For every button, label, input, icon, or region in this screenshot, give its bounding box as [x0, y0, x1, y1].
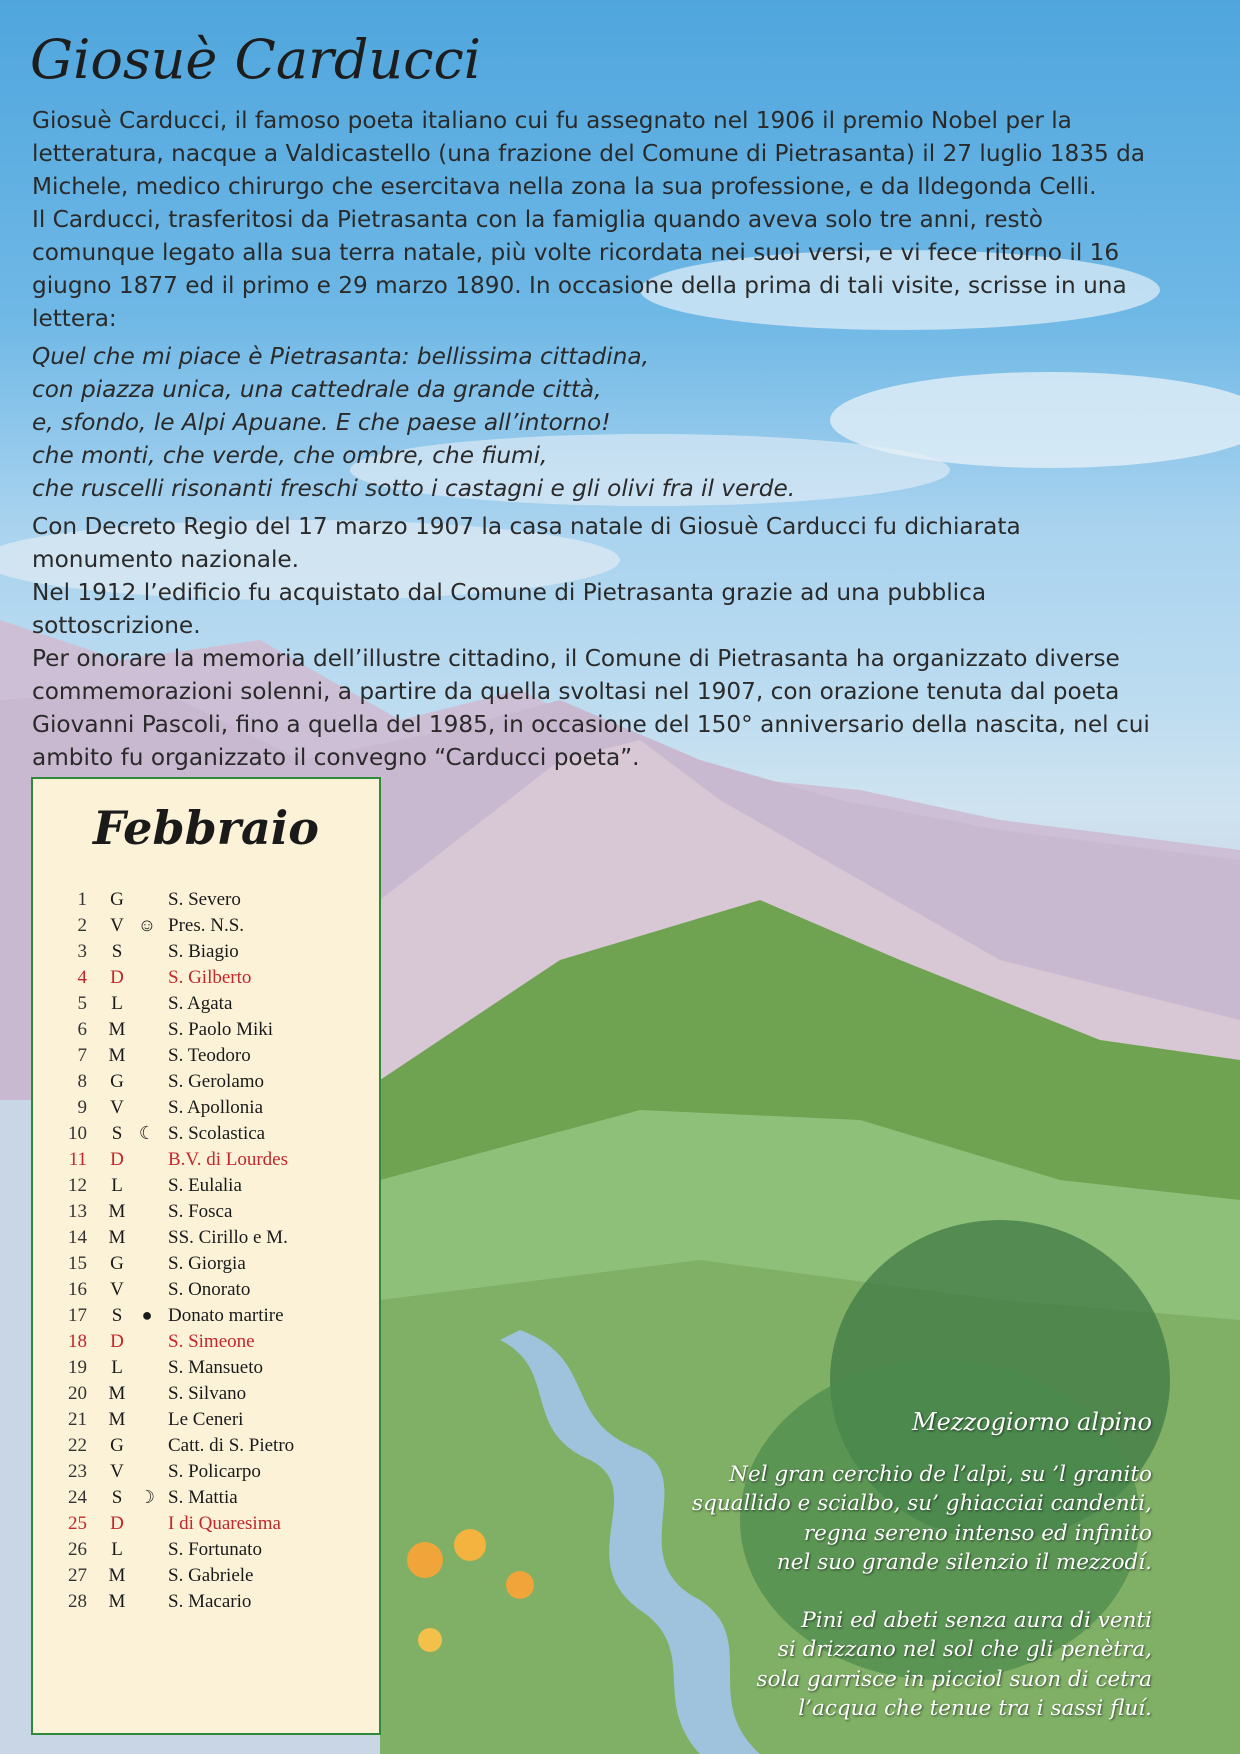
poem-line: nel suo grande silenzio il mezzodí. — [776, 1550, 1152, 1575]
poem-line: Pini ed abeti senza aura di venti — [801, 1607, 1152, 1633]
weekday-letter: M — [108, 1591, 126, 1612]
day-number: 7 — [77, 1045, 87, 1066]
calendar-day-row — [33, 1149, 379, 1175]
weekday-letter: G — [110, 1435, 124, 1456]
biography — [32, 104, 1152, 774]
calendar-month-title: Febbraio — [93, 801, 319, 855]
saint-name: I di Quaresima — [168, 1513, 281, 1534]
calendar-day-row — [33, 1383, 379, 1409]
quote-line: che ruscelli risonanti freschi sotto i castagni e gli olivi fra il verde. — [32, 475, 796, 502]
calendar-day-row — [33, 1045, 379, 1071]
poem-line: squallido e scialbo, su’ ghiacciai candenti, — [692, 1491, 1152, 1516]
day-number: 27 — [68, 1565, 87, 1586]
saint-name: S. Severo — [168, 889, 241, 910]
calendar-day-list — [33, 889, 379, 1617]
calendar-day-row — [33, 1513, 379, 1539]
calendar-day-row — [33, 1097, 379, 1123]
saint-name: S. Macario — [168, 1591, 252, 1612]
poem-title: Mezzogiorno alpino — [912, 1408, 1152, 1436]
weekday-letter: D — [110, 967, 124, 988]
day-number: 24 — [68, 1487, 87, 1508]
calendar-day-row — [33, 1565, 379, 1591]
saint-name: S. Giorgia — [168, 1253, 246, 1274]
weekday-letter: M — [108, 1383, 126, 1404]
day-number: 9 — [77, 1097, 87, 1118]
calendar-day-row — [33, 1227, 379, 1253]
letter-quote — [32, 340, 1152, 505]
day-number: 22 — [68, 1435, 87, 1456]
poem-line: regna sereno intenso ed infinito — [803, 1520, 1152, 1546]
weekday-letter: V — [110, 1279, 124, 1300]
day-number: 4 — [77, 967, 87, 988]
saint-name: S. Silvano — [168, 1383, 247, 1404]
weekday-letter: M — [108, 1227, 126, 1248]
day-number: 21 — [68, 1409, 87, 1430]
day-number: 13 — [68, 1201, 87, 1222]
calendar-day-row — [33, 1019, 379, 1045]
weekday-letter: L — [111, 1175, 123, 1196]
calendar-day-row — [33, 1175, 379, 1201]
day-number: 25 — [68, 1513, 87, 1534]
saint-name: S. Simeone — [168, 1331, 255, 1352]
weekday-letter: M — [108, 1201, 126, 1222]
day-number: 18 — [68, 1331, 87, 1352]
saint-name: S. Fosca — [168, 1201, 233, 1222]
moon-phase-icon: ☾ — [138, 1123, 156, 1143]
day-number: 3 — [77, 941, 87, 962]
saint-name: S. Mattia — [168, 1487, 238, 1508]
saint-name: S. Apollonia — [168, 1097, 264, 1118]
saint-name: S. Onorato — [168, 1279, 251, 1300]
saint-name: Pres. N.S. — [168, 915, 245, 936]
weekday-letter: S — [111, 1123, 123, 1144]
day-number: 23 — [68, 1461, 87, 1482]
calendar-day-row — [33, 967, 379, 993]
bio-paragraph: Nel 1912 l’edificio fu acquistato dal Comune di Pietrasanta grazie ad una pubblica sottoscrizione. — [32, 579, 987, 639]
moon-phase-icon: ● — [141, 1305, 153, 1325]
saint-name: S. Mansueto — [168, 1357, 263, 1378]
calendar-day-row — [33, 1279, 379, 1305]
weekday-letter: S — [111, 1305, 123, 1326]
day-number: 14 — [68, 1227, 87, 1248]
saint-name: S. Fortunato — [168, 1539, 262, 1560]
day-number: 8 — [77, 1071, 87, 1092]
saint-name: Le Ceneri — [168, 1409, 244, 1430]
quote-line: con piazza unica, una cattedrale da grande città, — [32, 376, 602, 403]
calendar-day-row — [33, 941, 379, 967]
bio-paragraph: Giosuè Carducci, il famoso poeta italiano cui fu assegnato nel 1906 il premio Nobel per la letteratura, nacque a Valdicastello (una frazione del Comune di Pietrasanta) il 27 luglio 1835 da Michele, medico chirurgo che esercitava nella zona la sua professione, e da Ildegonda Celli. — [32, 107, 1145, 200]
day-number: 28 — [68, 1591, 87, 1612]
calendar-day-row — [33, 1591, 379, 1617]
calendar-day-row — [33, 1123, 379, 1149]
saint-name: S. Teodoro — [168, 1045, 251, 1066]
day-number: 26 — [68, 1539, 87, 1560]
saint-name: S. Eulalia — [168, 1175, 242, 1196]
day-number: 17 — [68, 1305, 87, 1326]
calendar-day-row — [33, 1409, 379, 1435]
saint-name: SS. Cirillo e M. — [168, 1227, 288, 1248]
calendar-day-row — [33, 1253, 379, 1279]
saint-name: S. Gabriele — [168, 1565, 254, 1586]
day-number: 2 — [77, 915, 87, 936]
weekday-letter: D — [110, 1331, 124, 1352]
quote-line: che monti, che verde, che ombre, che fiumi, — [32, 442, 548, 469]
weekday-letter: L — [111, 993, 123, 1014]
weekday-letter: L — [111, 1539, 123, 1560]
weekday-letter: S — [111, 941, 123, 962]
weekday-letter: M — [108, 1019, 126, 1040]
saint-name: S. Gerolamo — [168, 1071, 265, 1092]
quote-line: e, sfondo, le Alpi Apuane. E che paese all’intorno! — [32, 409, 611, 436]
calendar-day-row — [33, 1461, 379, 1487]
weekday-letter: V — [110, 1097, 124, 1118]
saint-name: Donato martire — [168, 1305, 284, 1326]
saint-name: S. Biagio — [168, 941, 239, 962]
day-number: 5 — [77, 993, 87, 1014]
day-number: 16 — [68, 1279, 87, 1300]
weekday-letter: M — [108, 1565, 126, 1586]
poem-stanza — [592, 1606, 1152, 1724]
bio-paragraph: Il Carducci, trasferitosi da Pietrasanta con la famiglia quando aveva solo tre anni, restò comunque legato alla sua terra natale, più volte ricordata nei suoi versi, e vi fece ritorno il 16 giugno 1877 ed il primo e 29 marzo 1890. In occasione della prima di tali visite, scrisse in una lettera: — [32, 206, 1127, 332]
bio-paragraph: Per onorare la memoria dell’illustre cittadino, il Comune di Pietrasanta ha organizzato diverse commemorazioni solenni, a partire da quella svoltasi nel 1907, con orazione tenuta dal poeta Giovanni Pascoli, fino a quella del 1985, in occasione del 150° anniversario della nascita, nel cui ambito fu organizzato il convegno “Carducci poeta”. — [32, 645, 1150, 771]
calendar-day-row — [33, 1539, 379, 1565]
poem-line: Nel gran cerchio de l’alpi, su ’l granito — [729, 1461, 1152, 1487]
calendar-day-row — [33, 1331, 379, 1357]
weekday-letter: V — [110, 1461, 124, 1482]
weekday-letter: V — [110, 915, 124, 936]
calendar-day-row — [33, 1305, 379, 1331]
moon-phase-icon: ☽ — [138, 1487, 156, 1507]
calendar-day-row — [33, 889, 379, 915]
calendar-day-row — [33, 1435, 379, 1461]
day-number: 11 — [68, 1149, 87, 1170]
weekday-letter: M — [108, 1045, 126, 1066]
weekday-letter: L — [111, 1357, 123, 1378]
weekday-letter: G — [110, 1253, 124, 1274]
calendar-day-row — [33, 915, 379, 941]
saint-name: S. Paolo Miki — [168, 1019, 274, 1040]
weekday-letter: D — [110, 1149, 124, 1170]
bio-paragraph: Con Decreto Regio del 17 marzo 1907 la casa natale di Giosuè Carducci fu dichiarata monumento nazionale. — [32, 513, 1021, 573]
day-number: 6 — [77, 1019, 87, 1040]
day-number: 12 — [68, 1175, 87, 1196]
calendar-day-row — [33, 1487, 379, 1513]
calendar-panel — [31, 777, 381, 1735]
weekday-letter: G — [110, 1071, 124, 1092]
saint-name: Catt. di S. Pietro — [168, 1435, 295, 1456]
poem-stanza — [592, 1460, 1152, 1578]
weekday-letter: S — [111, 1487, 123, 1508]
poem-line: sola garrisce in picciol suon di cetra — [756, 1666, 1152, 1692]
saint-name: S. Gilberto — [168, 967, 252, 988]
day-number: 15 — [68, 1253, 87, 1274]
saint-name: S. Scolastica — [168, 1123, 266, 1144]
calendar-day-row — [33, 993, 379, 1019]
quote-line: Quel che mi piace è Pietrasanta: bellissima cittadina, — [32, 343, 649, 370]
day-number: 1 — [77, 889, 87, 910]
saint-name: B.V. di Lourdes — [168, 1149, 288, 1170]
calendar-day-row — [33, 1071, 379, 1097]
moon-phase-icon: ☺ — [137, 915, 157, 935]
weekday-letter: G — [110, 889, 124, 910]
day-number: 19 — [68, 1357, 87, 1378]
weekday-letter: D — [110, 1513, 124, 1534]
weekday-letter: M — [108, 1409, 126, 1430]
page-title: Giosuè Carducci — [30, 28, 481, 91]
poem-line: l’acqua che tenue tra i sassi fluí. — [798, 1696, 1152, 1721]
calendar-day-row — [33, 1357, 379, 1383]
poem — [592, 1408, 1152, 1752]
saint-name: S. Agata — [168, 993, 233, 1014]
saint-name: S. Policarpo — [168, 1461, 261, 1482]
calendar-day-row — [33, 1201, 379, 1227]
poem-line: si drizzano nel sol che gli penètra, — [777, 1637, 1152, 1662]
day-number: 10 — [68, 1123, 87, 1144]
day-number: 20 — [68, 1383, 87, 1404]
